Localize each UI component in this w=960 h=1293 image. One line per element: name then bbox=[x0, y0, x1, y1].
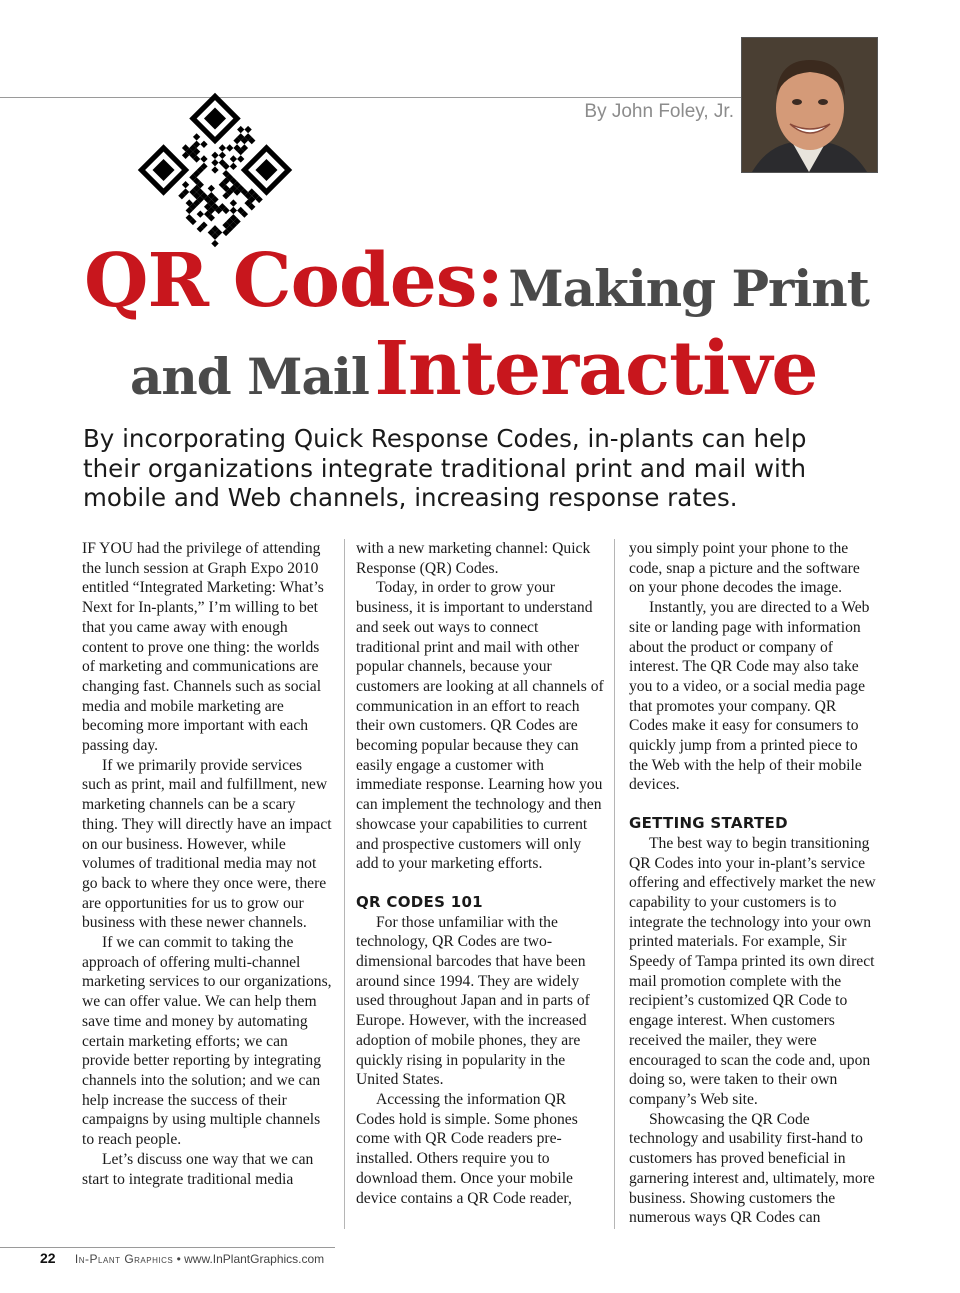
qr-code-graphic bbox=[125, 80, 305, 260]
paragraph: Instantly, you are directed to a Web site or landing page with information about the product or company of interest. The QR Code may also take you to a video, or a social media page that promotes your company. QR Codes make it easy for consumers to quickly jump from a printed piece to the Web with the help of their mobile devices. bbox=[629, 599, 870, 794]
headline-line-1 bbox=[84, 238, 960, 324]
subheadline: By incorporating Quick Response Codes, in-plants can help their organizations integrate traditional print and mail with mobile and Web channels, increasing response rates. bbox=[83, 424, 807, 512]
paragraph: For those unfamiliar with the technology, QR Codes are two-dimensional barcodes that have been around since 1994. They are widely used throughout Japan and in parts of Europe. However, with the increased adoption of mobile phones, they are quickly rising in popularity in the United States. bbox=[356, 913, 590, 1089]
paragraph: If we can commit to taking the approach of offering multi-channel marketing services to our organizations, we can offer value. We can help them save time and money by automating certain marketing efforts; we can provide better reporting by integrating channels into the solution; and we can help increase the success of their campaigns by using multiple channels to reach people. bbox=[82, 934, 332, 1149]
headline-gray-1: Making Print bbox=[508, 259, 869, 318]
headline-red-2: Interactive bbox=[374, 326, 818, 412]
paragraph: with a new marketing channel: Quick Response (QR) Codes. bbox=[356, 540, 591, 577]
footer-separator: • bbox=[176, 1252, 181, 1266]
headline-red-1: QR Codes: bbox=[84, 238, 503, 324]
article-column-3 bbox=[629, 539, 879, 1233]
section-heading: QR CODES 101 bbox=[356, 892, 483, 911]
byline: By John Foley, Jr. bbox=[584, 101, 734, 122]
headline-line-2 bbox=[130, 326, 960, 412]
headline-gray-2: and Mail bbox=[130, 347, 369, 406]
section-heading: GETTING STARTED bbox=[629, 814, 788, 833]
paragraph: you simply point your phone to the code, snap a picture and the software on your phone decodes the image. bbox=[629, 540, 860, 597]
publication-url[interactable]: www.InPlantGraphics.com bbox=[184, 1252, 325, 1266]
article-column-1 bbox=[82, 539, 332, 1233]
paragraph: Accessing the information QR Codes hold is simple. Some phones come with QR Code readers pre-installed. Others require you to download them. Once your mobile device contains a QR Code reader, bbox=[356, 1090, 578, 1207]
header-rule bbox=[0, 97, 742, 98]
publication-name: In-Plant Graphics bbox=[74, 1252, 174, 1266]
page-number: 22 bbox=[40, 1250, 56, 1266]
paragraph: IF YOU had the privilege of attending the lunch session at Graph Expo 2010 entitled “Integrated Marketing: What’s Next for In-plants,” I’m willing to bet that you came away with enough content to prove one thing: the worlds of marketing and communications are changing fast. Channels such as social media and mobile marketing are becoming more important with each passing day. bbox=[82, 540, 324, 755]
column-rule bbox=[344, 539, 345, 1229]
paragraph: Today, in order to grow your business, it is important to understand and seek out ways to connect traditional print and mail with other popular channels, because your customers are looking at all channels of communication in an effort to reach their own customers. QR Codes are becoming popular because they can easily engage a customer with immediate response. Learning how you can implement the technology and then showcase your capabilities to current and prospective customers will only add to your marketing efforts. bbox=[356, 579, 604, 873]
footer-rule bbox=[0, 1247, 335, 1248]
paragraph: If we primarily provide services such as print, mail and fulfillment, new marketing channels can be a scary thing. They will directly have an impact on our business. However, while volumes of traditional media may not go back to where they once were, there are opportunities for us to grow our business with these newer channels. bbox=[82, 756, 332, 932]
paragraph: Let’s discuss one way that we can start to integrate traditional media bbox=[82, 1150, 314, 1188]
author-portrait-photo bbox=[741, 37, 878, 173]
paragraph: Showcasing the QR Code technology and usability first-hand to customers has proved beneficial in garnering interest and, ultimately, more business. Showing customers the numerous ways QR Codes can bbox=[629, 1110, 875, 1227]
paragraph: The best way to begin transitioning QR Codes into your in-plant’s service offering and effectively market the new capability to your customers is to integrate the technology into your own printed materials. For example, Sir Speedy of Tampa printed its own direct mail promotion complete with the recipient’s customized QR Code to engage interest. When customers received the mailer, they were encouraged to scan the code and, upon doing so, were taken to their own company’s Web site. bbox=[629, 834, 876, 1108]
page-footer bbox=[40, 1250, 324, 1266]
column-rule bbox=[614, 539, 615, 1229]
article-column-2 bbox=[356, 539, 606, 1233]
